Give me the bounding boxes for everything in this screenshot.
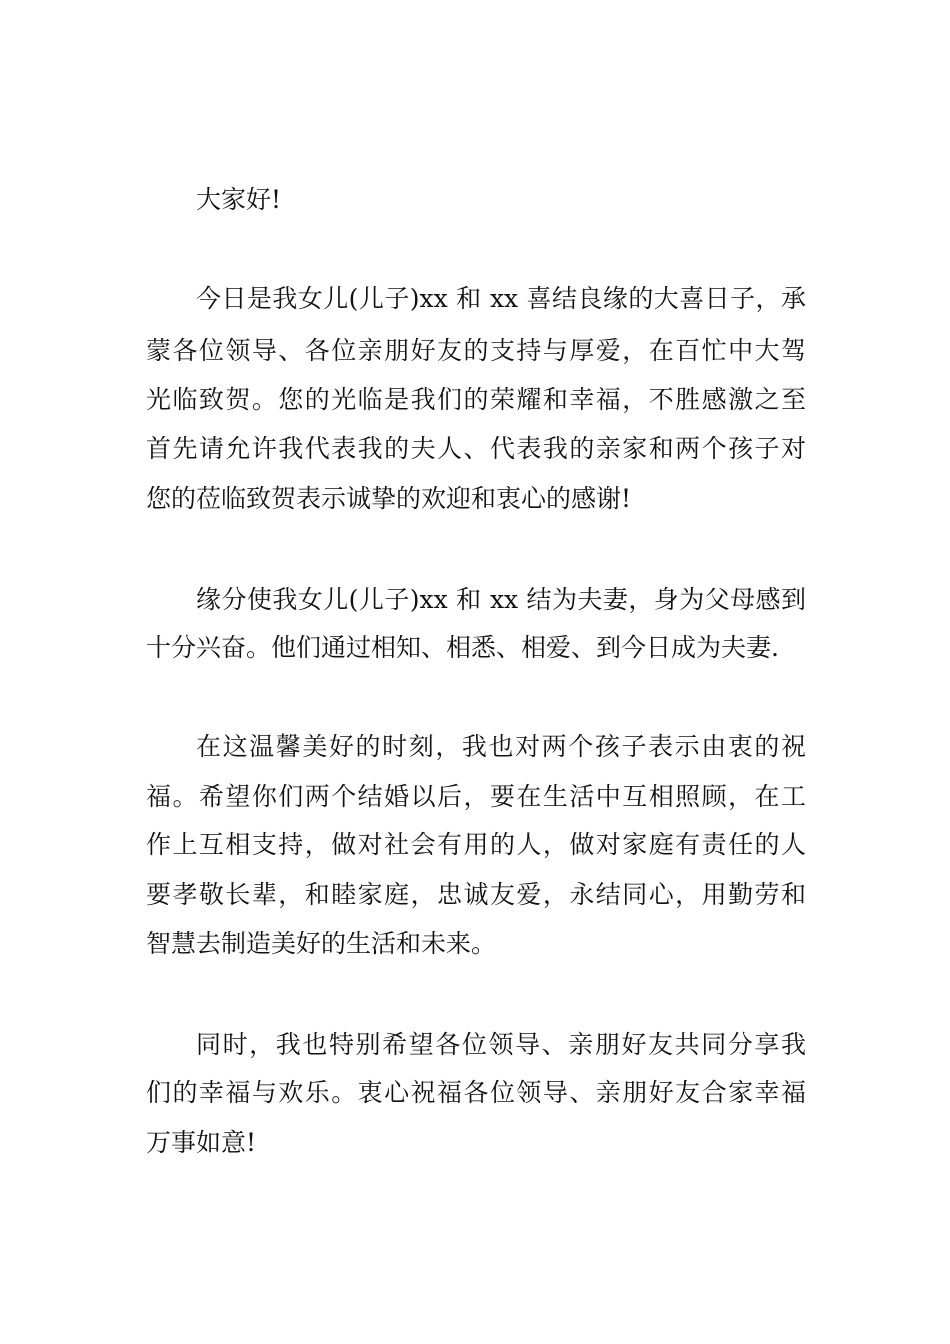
paragraph-line: 今日是我女儿(儿子)xx 和 xx 喜结良缘的大喜日子，承 xyxy=(196,284,806,313)
paragraph-line: 要孝敬长辈，和睦家庭，忠诚友爱，永结同心，用勤劳和 xyxy=(146,880,806,909)
paragraph-line: 万事如意! xyxy=(146,1128,257,1157)
paragraph-line: 蒙各位领导、各位亲朋好友的支持与厚爱，在百忙中大驾 xyxy=(146,336,806,365)
paragraph-line: 智慧去制造美好的生活和未来。 xyxy=(146,929,497,958)
paragraph-line: 首先请允许我代表我的夫人、代表我的亲家和两个孩子对 xyxy=(146,434,806,463)
paragraph-line: 缘分使我女儿(儿子)xx 和 xx 结为夫妻，身为父母感到 xyxy=(196,585,806,614)
paragraph-line: 们的幸福与欢乐。衷心祝福各位领导、亲朋好友合家幸福 xyxy=(146,1078,806,1107)
paragraph-line: 光临致贺。您的光临是我们的荣耀和幸福，不胜感激之至 xyxy=(146,385,806,414)
paragraph-line: 同时，我也特别希望各位领导、亲朋好友共同分享我 xyxy=(196,1030,806,1059)
paragraph-line: 在这温馨美好的时刻，我也对两个孩子表示由衷的祝 xyxy=(196,732,806,761)
greeting-line: 大家好! xyxy=(196,185,282,214)
paragraph-line: 十分兴奋。他们通过相知、相悉、相爱、到今日成为夫妻. xyxy=(146,633,779,662)
paragraph-line: 福。希望你们两个结婚以后，要在生活中互相照顾，在工 xyxy=(146,782,806,811)
paragraph-line: 您的莅临致贺表示诚挚的欢迎和衷心的感谢! xyxy=(146,484,632,513)
paragraph-line: 作上互相支持，做对社会有用的人，做对家庭有责任的人 xyxy=(146,830,806,859)
